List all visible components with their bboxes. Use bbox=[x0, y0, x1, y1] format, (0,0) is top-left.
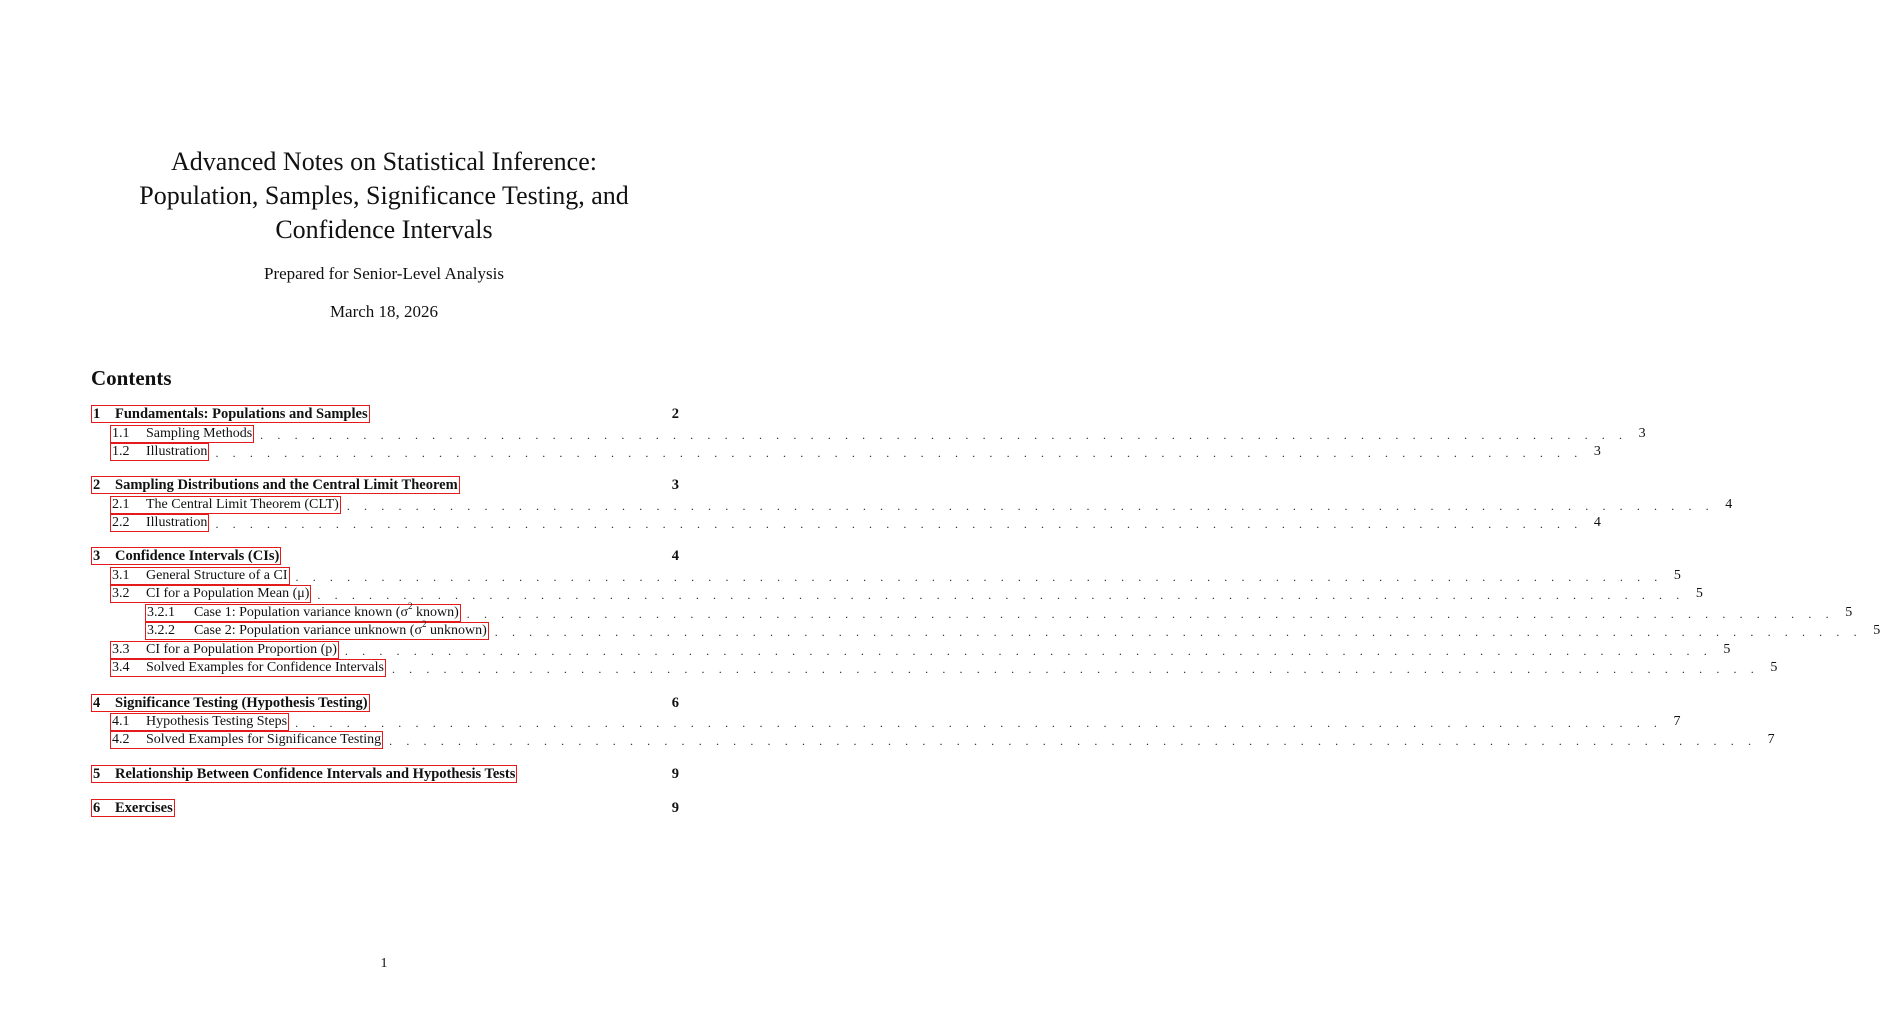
toc-leader-dots: . . . . . . . . . . . . . . . . . . . . . . . . . . . . . . . . . . . . . . . . . . . . . . . . . . . . . . . . . . . . . . . . . . . . . . . . . . . . . . . . bbox=[494, 625, 1863, 639]
toc-entry-link[interactable] bbox=[145, 619, 489, 640]
toc-entry-link[interactable] bbox=[110, 731, 383, 749]
toc-entry-title: The Central Limit Theorem (CLT) bbox=[146, 497, 339, 512]
toc-entry-title: Case 1: Population variance known ($\sigma^2$ known) bbox=[194, 601, 459, 620]
toc-entry bbox=[110, 425, 1646, 443]
toc-entry bbox=[145, 601, 1853, 622]
toc-entry-title: Relationship Between Confidence Intervals and Hypothesis Tests bbox=[115, 766, 516, 782]
toc-leader-dots: . . . . . . . . . . . . . . . . . . . . . . . . . . . . . . . . . . . . . . . . . . . . . . . . . . . . . . . . . . . . . . . . . . . . . . . . . . . . . . . . bbox=[391, 662, 1760, 676]
toc-entry-link[interactable] bbox=[91, 694, 370, 712]
toc-entry-title: CI for a Population Mean (μ) bbox=[146, 586, 310, 601]
toc-entry-number: 4.2 bbox=[112, 732, 130, 747]
toc-entry-link[interactable] bbox=[91, 765, 517, 783]
toc-entry-number: 3.1 bbox=[112, 568, 130, 583]
toc-entry-link[interactable] bbox=[110, 425, 254, 443]
toc-entry-page: 5 bbox=[1873, 623, 1880, 638]
toc-entry-number: 3 bbox=[93, 548, 101, 564]
toc-entry-link[interactable] bbox=[91, 476, 460, 494]
toc-entry-page: 3 bbox=[1638, 426, 1646, 441]
toc-entry-page: 6 bbox=[671, 695, 679, 711]
toc-leader-dots: . . . . . . . . . . . . . . . . . . . . . . . . . . . . . . . . . . . . . . . . . . . . . . . . . . . . . . . . . . . . . . . . . . . . . . . . . . . . . . . . bbox=[215, 446, 1583, 460]
toc-entry-title: Hypothesis Testing Steps bbox=[146, 714, 288, 729]
toc-entry-link[interactable] bbox=[110, 585, 311, 603]
toc-entry-title: Case 2: Population variance unknown ($\sigma^2$ unknown) bbox=[194, 619, 487, 638]
toc-entry-number: 4.1 bbox=[112, 714, 130, 729]
toc-entry-page: 7 bbox=[1673, 714, 1681, 729]
toc-entry-link[interactable] bbox=[91, 405, 370, 423]
toc-leader-dots: . . . . . . . . . . . . . . . . . . . . . . . . . . . . . . . . . . . . . . . . . . . . . . . . . . . . . . . . . . . . . . . . . . . . . . . . . . . . . . . . bbox=[346, 499, 1715, 513]
toc-entry bbox=[110, 641, 1731, 659]
toc-entry bbox=[110, 659, 1778, 677]
toc-entry-title: CI for a Population Proportion (p) bbox=[146, 642, 337, 657]
toc-entry-title: Fundamentals: Populations and Samples bbox=[115, 406, 368, 422]
toc-entry-page: 5 bbox=[1673, 568, 1681, 583]
toc-entry bbox=[110, 443, 1601, 461]
page-number: 1 bbox=[380, 956, 388, 971]
toc-entry-number: 3.4 bbox=[112, 660, 130, 675]
toc-entry-page: 2 bbox=[671, 406, 679, 422]
toc-entry-link[interactable] bbox=[110, 443, 209, 461]
toc-entry-title: Exercises bbox=[115, 800, 173, 816]
toc-entry-number: 2.1 bbox=[112, 497, 130, 512]
toc-entry-page: 3 bbox=[1593, 444, 1601, 459]
toc-entry-title: Solved Examples for Confidence Intervals bbox=[146, 660, 384, 675]
toc-entry-page: 7 bbox=[1767, 732, 1775, 747]
toc-entry-title: Sampling Methods bbox=[146, 426, 253, 441]
toc-entry-number: 3.2.2 bbox=[147, 623, 175, 638]
toc-entry-title: Significance Testing (Hypothesis Testing) bbox=[115, 695, 368, 711]
toc-entry-title: Confidence Intervals (CIs) bbox=[115, 548, 280, 564]
toc-entry-title: Illustration bbox=[146, 444, 208, 459]
toc-entry-number: 5 bbox=[93, 766, 101, 782]
toc-entry bbox=[91, 765, 679, 783]
toc-entry-page: 4 bbox=[1725, 497, 1733, 512]
toc-leader-dots: . . . . . . . . . . . . . . . . . . . . . . . . . . . . . . . . . . . . . . . . . . . . . . . . . . . . . . . . . . . . . . . . . . . . . . . . . . . . . . . . bbox=[389, 734, 1757, 748]
toc-entry-page: 9 bbox=[671, 766, 679, 782]
toc-entry-page: 5 bbox=[1845, 605, 1853, 620]
toc-entry-page: 4 bbox=[671, 548, 679, 564]
toc-leader-dots: . . . . . . . . . . . . . . . . . . . . . . . . . . . . . . . . . . . . . . . . . . . . . . . . . . . . . . . . . . . . . . . . . . . . . . . . . . . . . . . . bbox=[344, 644, 1713, 658]
title-line-1: Advanced Notes on Statistical Inference: bbox=[171, 147, 597, 176]
toc-entry bbox=[91, 694, 679, 712]
toc-entry bbox=[110, 731, 1775, 749]
toc-entry-number: 3.3 bbox=[112, 642, 130, 657]
title-line-3: Confidence Intervals bbox=[275, 215, 493, 244]
toc-entry bbox=[110, 567, 1681, 585]
toc-entry bbox=[91, 799, 679, 817]
toc-entry-page: 5 bbox=[1770, 660, 1778, 675]
toc-entry-title: Sampling Distributions and the Central Limit Theorem bbox=[115, 477, 458, 493]
toc-entry-number: 1 bbox=[93, 406, 101, 422]
toc-leader-dots: . . . . . . . . . . . . . . . . . . . . . . . . . . . . . . . . . . . . . . . . . . . . . . . . . . . . . . . . . . . . . . . . . . . . . . . . . . . . . . . . bbox=[260, 428, 1628, 442]
title-line-2: Population, Samples, Significance Testing, and bbox=[139, 181, 629, 210]
document-subtitle: Prepared for Senior-Level Analysis bbox=[264, 264, 504, 283]
toc-entry-link[interactable] bbox=[110, 641, 339, 659]
toc-entry-page: 4 bbox=[1593, 515, 1601, 530]
toc-entry-title: Illustration bbox=[146, 515, 208, 530]
toc-entry-number: 1.1 bbox=[112, 426, 130, 441]
toc-entry-link[interactable] bbox=[145, 601, 461, 622]
toc-entry-page: 5 bbox=[1695, 586, 1703, 601]
toc-entry-link[interactable] bbox=[110, 659, 386, 677]
toc-entry-link[interactable] bbox=[110, 514, 209, 532]
toc-leader-dots: . . . . . . . . . . . . . . . . . . . . . . . . . . . . . . . . . . . . . . . . . . . . . . . . . . . . . . . . . . . . . . . . . . . . . . . . . . . . . . . . bbox=[295, 570, 1663, 584]
toc-entry-number: 4 bbox=[93, 695, 101, 711]
toc-entry-page: 3 bbox=[671, 477, 679, 493]
toc-leader-dots: . . . . . . . . . . . . . . . . . . . . . . . . . . . . . . . . . . . . . . . . . . . . . . . . . . . . . . . . . . . . . . . . . . . . . . . . . . . . . . . . bbox=[466, 607, 1835, 621]
toc-entry-number: 6 bbox=[93, 800, 101, 816]
toc-entry-number: 3.2.1 bbox=[147, 605, 175, 620]
toc-leader-dots: . . . . . . . . . . . . . . . . . . . . . . . . . . . . . . . . . . . . . . . . . . . . . . . . . . . . . . . . . . . . . . . . . . . . . . . . . . . . . . . . bbox=[317, 588, 1685, 602]
toc-leader-dots: . . . . . . . . . . . . . . . . . . . . . . . . . . . . . . . . . . . . . . . . . . . . . . . . . . . . . . . . . . . . . . . . . . . . . . . . . . . . . . . . bbox=[215, 517, 1583, 531]
toc-entry bbox=[110, 496, 1733, 514]
toc-entry-link[interactable] bbox=[91, 547, 281, 565]
contents-heading: Contents bbox=[91, 366, 172, 390]
toc-entry bbox=[145, 619, 1880, 640]
toc-entry-link[interactable] bbox=[110, 496, 341, 514]
toc-entry-number: 2 bbox=[93, 477, 101, 493]
toc-entry bbox=[110, 585, 1703, 603]
toc-entry-number: 1.2 bbox=[112, 444, 130, 459]
toc-entry-page: 9 bbox=[671, 800, 679, 816]
toc-entry-page: 5 bbox=[1723, 642, 1731, 657]
toc-entry-number: 3.2 bbox=[112, 586, 130, 601]
toc-entry-title: General Structure of a CI bbox=[146, 568, 288, 583]
document-date: March 18, 2026 bbox=[329, 302, 439, 321]
toc-entry-title: Solved Examples for Significance Testing bbox=[146, 732, 382, 747]
toc-leader-dots: . . . . . . . . . . . . . . . . . . . . . . . . . . . . . . . . . . . . . . . . . . . . . . . . . . . . . . . . . . . . . . . . . . . . . . . . . . . . . . . . bbox=[295, 716, 1663, 730]
toc-entry bbox=[110, 713, 1681, 731]
toc-entry bbox=[110, 514, 1601, 532]
toc-entry-link[interactable] bbox=[91, 799, 175, 817]
toc-entry-link[interactable] bbox=[110, 713, 289, 731]
toc-entry bbox=[91, 476, 679, 494]
toc-entry-number: 2.2 bbox=[112, 515, 130, 530]
toc-entry bbox=[91, 405, 679, 423]
toc-entry bbox=[91, 547, 679, 565]
toc-entry-link[interactable] bbox=[110, 567, 290, 585]
